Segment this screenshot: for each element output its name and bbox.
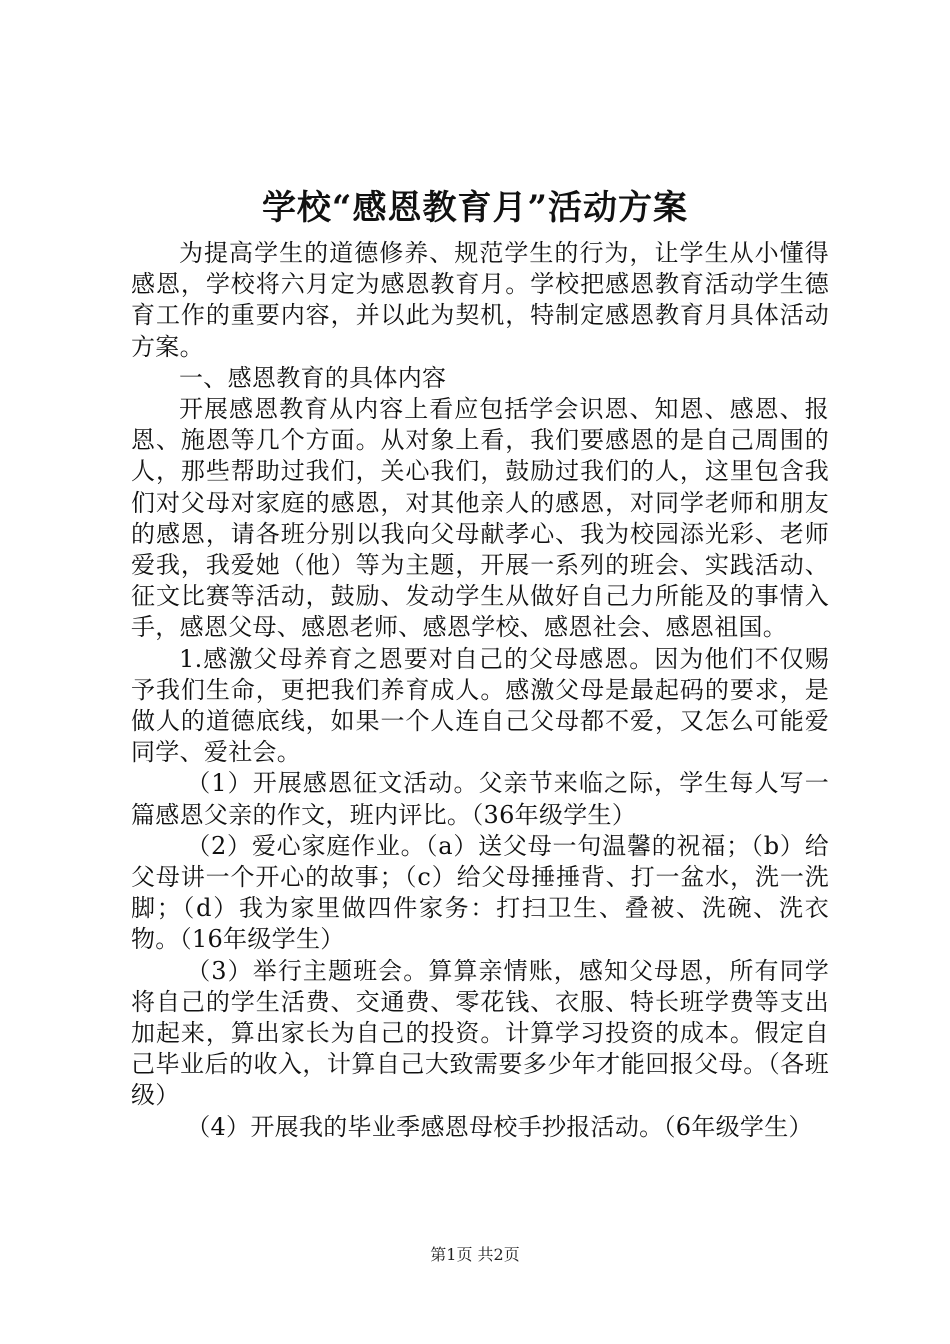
document-title: 学校“感恩教育月”活动方案 [261,188,689,228]
section-heading: 一、感恩教育的具体内容 [179,363,447,392]
activity-item: （4）开展我的毕业季感恩母校手抄报活动。（6年级学生） [186,1112,813,1141]
page-footer: 第1页 共2页 [430,1245,520,1264]
activity-item: （1）开展感恩征文活动。父亲节来临之际，学生每人写一篇感恩父亲的作文，班内评比。（36年级学生） [131,769,829,829]
intro-paragraph: 为提高学生的道德修养、规范学生的行为，让学生从小懂得感恩，学校将六月定为感恩教育月。学校把感恩教育活动学生德育工作的重要内容，并以此为契机，特制定感恩教育月具体活动方案。 [131,239,829,361]
activity-item: （3）举行主题班会。算算亲情账，感知父母恩，所有同学将自己的学生活费、交通费、零花钱、衣服、特长班学费等支出加起来，算出家长为自己的投资。计算学习投资的成本。假定自己毕业后的收入，计算自己大致需要多少年才能回报父母。（各班级） [131,956,829,1110]
content-paragraph: 开展感恩教育从内容上看应包括学会识恩、知恩、感恩、报恩、施恩等几个方面。从对象上看，我们要感恩的是自己周围的人，那些帮助过我们，关心我们，鼓励过我们的人，这里包含我们对父母对家庭的感恩，对其他亲人的感恩，对同学老师和朋友的感恩，请各班分别以我向父母献孝心、我为校园添光彩、老师爱我，我爱她（他）等为主题，开展一系列的班会、实践活动、征文比赛等活动，鼓励、发动学生从做好自己力所能及的事情入手，感恩父母、感恩老师、感恩学校、感恩社会、感恩祖国。 [131,395,829,642]
point-paragraph: 1.感激父母养育之恩要对自己的父母感恩。因为他们不仅赐予我们生命，更把我们养育成人。感激父母是最起码的要求，是做人的道德底线，如果一个人连自己父母都不爱，又怎么可能爱同学、爱社会。 [131,644,829,767]
activity-item: （2）爱心家庭作业。（a）送父母一句温馨的祝福；（b）给父母讲一个开心的故事；（c）给父母捶捶背、打一盆水，洗一洗脚；（d）我为家里做四件家务：打扫卫生、叠被、洗碗、洗衣物。（16年级学生） [131,831,829,954]
document-body [131,238,829,1143]
